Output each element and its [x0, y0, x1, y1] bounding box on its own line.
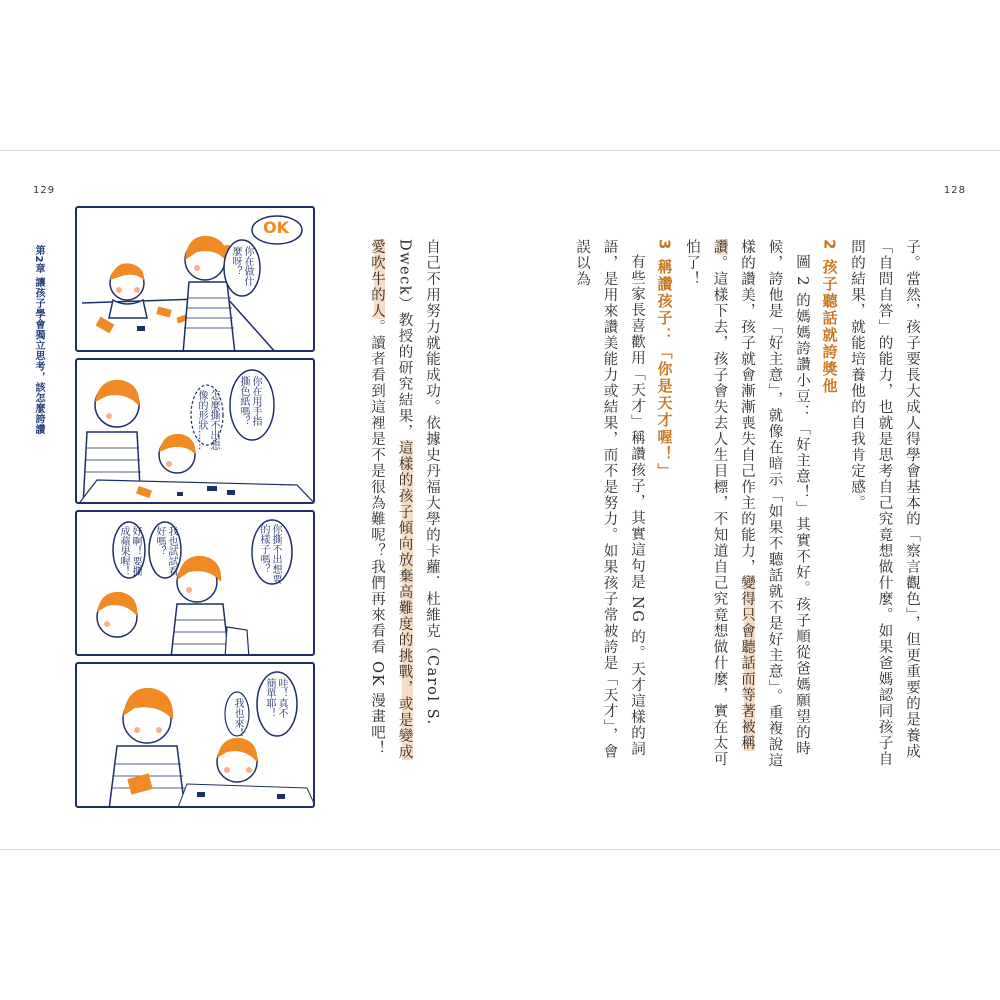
panel-1-speech: 你在做什 麼呀？ [230, 246, 253, 286]
panel-3-mom-speech-2: 我也試試看 好嗎？ [154, 526, 177, 576]
comic-strip [75, 206, 315, 806]
running-head: 第2章 讓孩子學會獨立思考，該怎麼誇讚 [33, 245, 44, 435]
section-2-end: 。這樣下去，孩子會失去人生目標，不知道自己究竟想做什麼，實在太可怕了！ [684, 239, 728, 767]
comic-panel-2 [75, 358, 315, 504]
left-paragraph-start: 自己不用努力就能成功。依據史丹福大學的卡蘿．杜維克（Carol S. Dweck）教授的研究結果， [396, 239, 440, 726]
comic-panel-1 [75, 206, 315, 352]
section-heading-3: 3 稱讚孩子：「你是天才喔！」 [655, 239, 674, 480]
page-number-left: 129 [33, 185, 56, 196]
panel-4-kid-speech: 哇！真不 簡單耶！ [264, 678, 287, 718]
section-2-highlight: 變得只會聽話而等著被稱讚 [711, 239, 755, 751]
left-paragraph-end: 。讀者看到這裡是不是很為難呢？我們再來看看 OK 漫畫吧！ [369, 319, 385, 757]
left-paragraph [363, 239, 446, 774]
comic-panel-3 [75, 510, 315, 656]
section-heading-2: 2 孩子聽話就誇獎他 [820, 239, 839, 395]
panel-2-mom-speech: 你在用手指 撕色紙嗎？ [238, 376, 261, 426]
left-highlight: 這樣的孩子傾向放棄高難度的挑戰，或是變成愛吹牛的人 [369, 239, 413, 761]
left-body-text [345, 239, 445, 774]
panel-3-kid-speech: 好啊！要撕 成蘋果喔！ [118, 526, 141, 576]
ok-label: OK [263, 218, 289, 237]
page-number-right: 128 [943, 185, 966, 196]
right-intro-paragraph: 子。當然，孩子要長大成人得學會基本的「察言觀色」，但更重要的是養成「自問自答」的能力，也就是思考自己究竟想做什麼。如果爸媽認同孩子自問的結果，就能培養他的自我肯定感。 [849, 239, 920, 767]
panel-4-kid-speech-2: 我也來！ [232, 698, 243, 738]
book-spread [0, 150, 1000, 850]
panel-3-mom-speech: 你撕不出想要 的樣子嗎？ [258, 524, 281, 584]
panel-2-kid-speech: 怎麼撕不出想 像的形狀…… [196, 390, 219, 450]
comic-panel-4 [75, 662, 315, 808]
section-3-paragraph: 有些家長喜歡用「天才」稱讚孩子，其實這句是 NG 的。天才這樣的詞語，是用來讚美能力或結果，而不是努力。如果孩子常被誇是「天才」，會誤以為 [574, 239, 645, 760]
section-2-paragraph [678, 239, 816, 774]
right-body-text [565, 239, 925, 774]
section-2-start: 圖 2 的媽媽誇讚小豆：「好主意！」其實不好。孩子順從爸媽願望的時候，誇他是「好主意」，就像在暗示「如果不聽話就不是好主意」。重複說這樣的讚美，孩子就會漸漸喪失自己作主的能力， [739, 239, 810, 769]
